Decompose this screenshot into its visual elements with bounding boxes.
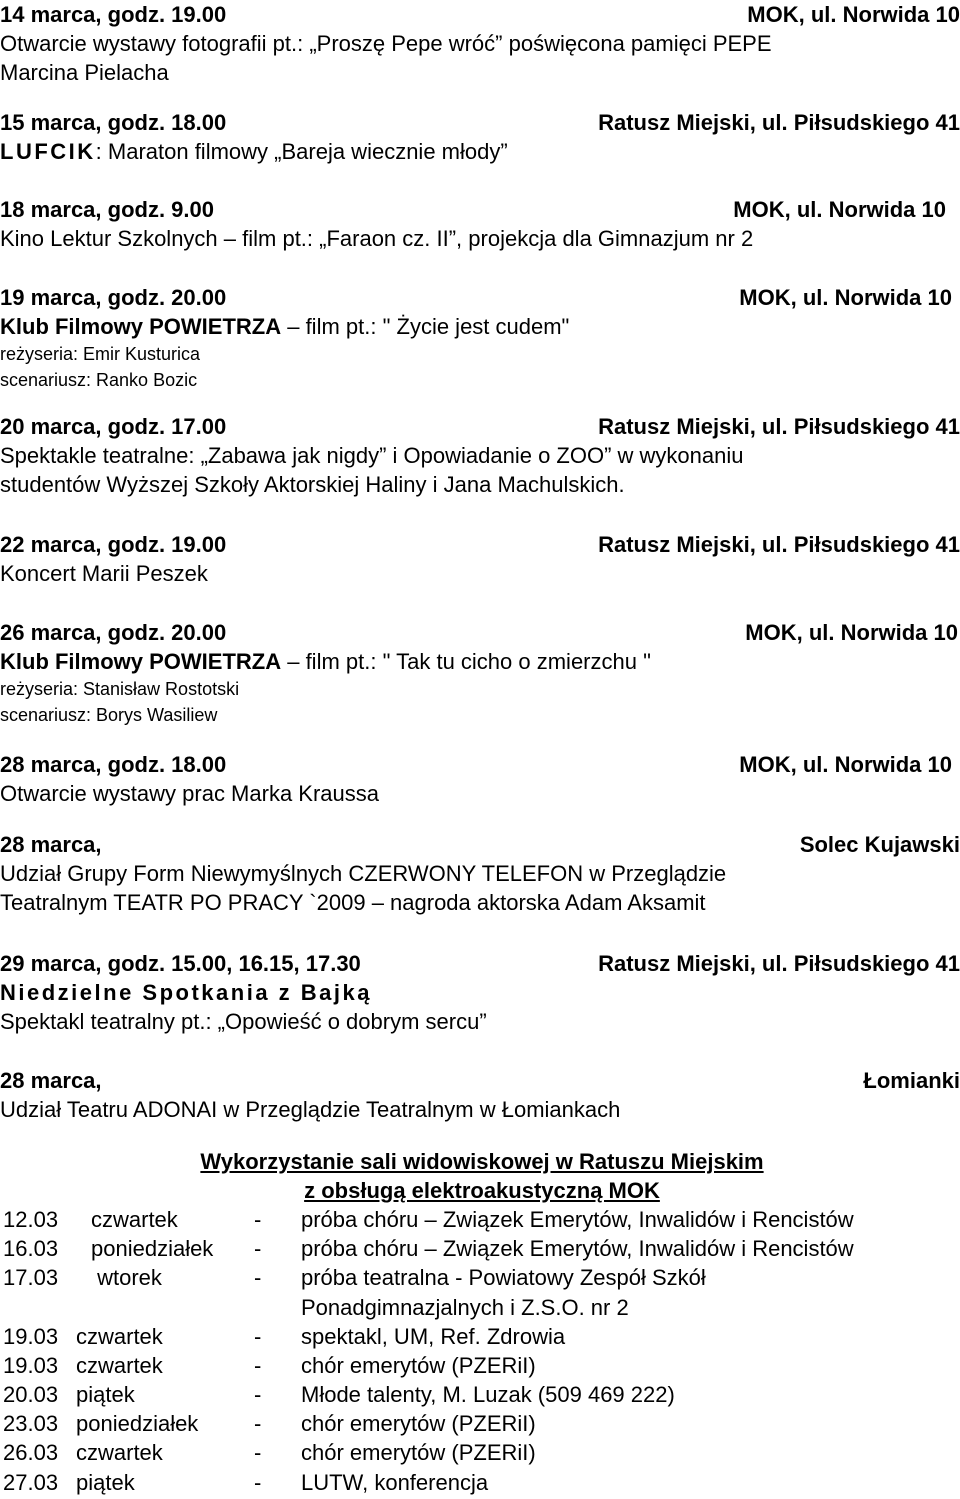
- event-date: 15 marca, godz. 18.00: [0, 110, 227, 135]
- event-description: Udział Grupy Form Niewymyślnych CZERWONY TELEFON w Przeglądzie: [0, 861, 727, 886]
- event-date: 29 marca, godz. 15.00, 16.15, 17.30: [0, 951, 361, 976]
- schedule-dash: -: [254, 1469, 262, 1495]
- schedule-description: próba chóru – Związek Emerytów, Inwalidów i Rencistów: [301, 1207, 854, 1232]
- event-header: [0, 195, 960, 224]
- event-entry: [0, 0, 960, 87]
- schedule-description: LUTW, konferencja: [301, 1469, 489, 1495]
- event-entry: [0, 195, 960, 253]
- schedule-row: [0, 1468, 960, 1497]
- schedule-dash: -: [254, 1352, 262, 1378]
- schedule-row: [0, 1351, 960, 1380]
- schedule-description: chór emerytów (PZERiI): [301, 1411, 536, 1437]
- schedule-day: czwartek: [76, 1323, 163, 1349]
- event-date: 28 marca, godz. 18.00: [0, 752, 227, 777]
- event-venue: Solec Kujawski: [799, 832, 960, 857]
- event-description: [0, 137, 960, 166]
- schedule-day: wtorek: [91, 1265, 162, 1291]
- event-entry: [0, 618, 960, 728]
- schedule-dash: -: [254, 1411, 262, 1437]
- club-name: Klub Filmowy POWIETRZA: [0, 314, 282, 339]
- event-header: [0, 1066, 960, 1095]
- schedule-date: 17.03: [3, 1265, 59, 1291]
- event-description-text: – film pt.: " Życie jest cudem": [281, 314, 570, 339]
- event-header: [0, 0, 960, 29]
- event-title: Niedzielne Spotkania z Bajką: [0, 980, 372, 1005]
- hall-schedule: [0, 1205, 960, 1497]
- schedule-description: próba chóru – Związek Emerytów, Inwalidów i Rencistów: [301, 1236, 854, 1262]
- schedule-row: [0, 1322, 960, 1351]
- schedule-dash: -: [254, 1323, 262, 1349]
- event-header: [0, 949, 960, 978]
- schedule-dash: -: [254, 1265, 262, 1291]
- event-description: Otwarcie wystawy prac Marka Kraussa: [0, 781, 379, 806]
- schedule-description: próba teatralna - Powiatowy Zespół Szkół: [301, 1265, 706, 1291]
- schedule-date: 12.03: [3, 1207, 59, 1232]
- event-venue: Łomianki: [863, 1068, 960, 1093]
- event-description: Marcina Pielacha: [0, 60, 169, 85]
- event-header: [0, 283, 960, 312]
- schedule-row: [0, 1409, 960, 1438]
- schedule-dash: -: [254, 1440, 262, 1466]
- schedule-date: 19.03: [3, 1323, 59, 1349]
- event-description: studentów Wyższej Szkoły Aktorskiej Haliny i Jana Machulskich.: [0, 472, 625, 497]
- schedule-description-continuation: Ponadgimnazjalnych i Z.S.O. nr 2: [301, 1294, 629, 1320]
- event-description: Otwarcie wystawy fotografii pt.: „Proszę Pepe wróć” poświęcona pamięci PEPE: [0, 31, 772, 56]
- event-description-text: : Maraton filmowy „Bareja wiecznie młody”: [95, 139, 508, 164]
- event-date: 19 marca, godz. 20.00: [0, 285, 227, 310]
- event-venue: Ratusz Miejski, ul. Piłsudskiego 41: [598, 532, 960, 557]
- hall-heading-line-2: z obsługą elektroakustyczną MOK: [304, 1178, 660, 1203]
- event-venue: MOK, ul. Norwida 10: [733, 197, 946, 222]
- event-entry: [0, 830, 960, 917]
- event-description: [0, 312, 960, 341]
- schedule-day: piątek: [76, 1469, 135, 1495]
- event-venue: Ratusz Miejski, ul. Piłsudskiego 41: [598, 110, 960, 135]
- event-description: [0, 647, 960, 676]
- event-venue: Ratusz Miejski, ul. Piłsudskiego 41: [598, 414, 960, 439]
- event-description: Teatralnym TEATR PO PRACY `2009 – nagroda aktorska Adam Aksamit: [0, 890, 706, 915]
- event-entry: [0, 283, 960, 393]
- event-description: Kino Lektur Szkolnych – film pt.: „Faraon cz. II”, projekcja dla Gimnazjum nr 2: [0, 226, 754, 251]
- schedule-row: [0, 1263, 960, 1292]
- schedule-row: [0, 1205, 960, 1234]
- event-description: Spektakl teatralny pt.: „Opowieść o dobrym sercu”: [0, 1009, 487, 1034]
- schedule-day: czwartek: [76, 1352, 163, 1378]
- event-date: 14 marca, godz. 19.00: [0, 2, 227, 27]
- schedule-day: czwartek: [76, 1440, 163, 1466]
- event-venue: MOK, ul. Norwida 10: [739, 752, 952, 777]
- schedule-date: 27.03: [3, 1469, 59, 1495]
- event-date: 28 marca,: [0, 832, 102, 857]
- schedule-row: [0, 1438, 960, 1467]
- event-venue: Ratusz Miejski, ul. Piłsudskiego 41: [598, 951, 960, 976]
- club-name: Klub Filmowy POWIETRZA: [0, 649, 282, 674]
- event-description-text: – film pt.: " Tak tu cicho o zmierzchu ": [281, 649, 651, 674]
- event-header: [0, 750, 960, 779]
- schedule-day: piątek: [76, 1381, 135, 1407]
- schedule-dash: -: [254, 1207, 262, 1232]
- event-date: 26 marca, godz. 20.00: [0, 620, 227, 645]
- event-description: Spektakle teatralne: „Zabawa jak nigdy” i Opowiadanie o ZOO” w wykonaniu: [0, 443, 744, 468]
- schedule-description: chór emerytów (PZERiI): [301, 1352, 536, 1378]
- schedule-description: chór emerytów (PZERiI): [301, 1440, 536, 1466]
- schedule-day: czwartek: [91, 1207, 178, 1232]
- event-header: [0, 530, 960, 559]
- schedule-date: 16.03: [3, 1236, 59, 1262]
- schedule-day: poniedziałek: [91, 1236, 214, 1262]
- schedule-date: 23.03: [3, 1411, 59, 1437]
- schedule-description: spektakl, UM, Ref. Zdrowia: [301, 1323, 566, 1349]
- schedule-date: 19.03: [3, 1352, 59, 1378]
- event-lead: LUFCIK: [0, 139, 96, 164]
- schedule-row: [0, 1380, 960, 1409]
- event-description: Koncert Marii Peszek: [0, 561, 208, 586]
- event-description: Udział Teatru ADONAI w Przeglądzie Teatralnym w Łomiankach: [0, 1097, 621, 1122]
- event-date: 18 marca, godz. 9.00: [0, 197, 214, 222]
- event-date: 20 marca, godz. 17.00: [0, 414, 227, 439]
- event-entry: [0, 412, 960, 499]
- event-credit: scenariusz: Ranko Bozic: [0, 370, 198, 390]
- schedule-date: 20.03: [3, 1381, 59, 1407]
- event-venue: MOK, ul. Norwida 10: [747, 2, 960, 27]
- event-entry: [0, 750, 960, 808]
- event-credit: reżyseria: Stanisław Rostotski: [0, 679, 240, 699]
- event-entry: [0, 949, 960, 1036]
- schedule-date: 26.03: [3, 1440, 59, 1466]
- event-venue: MOK, ul. Norwida 10: [739, 285, 952, 310]
- schedule-dash: -: [254, 1236, 262, 1262]
- event-header: [0, 830, 960, 859]
- schedule-dash: -: [254, 1381, 262, 1407]
- event-venue: MOK, ul. Norwida 10: [745, 620, 958, 645]
- event-date: 28 marca,: [0, 1068, 102, 1093]
- event-entry: [0, 108, 960, 166]
- event-credit: scenariusz: Borys Wasiliew: [0, 705, 218, 725]
- event-entry: [0, 1066, 960, 1124]
- hall-heading-line-1: Wykorzystanie sali widowiskowej w Ratuszu Miejskim: [200, 1149, 764, 1174]
- event-credit: reżyseria: Emir Kusturica: [0, 344, 201, 364]
- schedule-row: [0, 1234, 960, 1263]
- schedule-description: Młode talenty, M. Luzak (509 469 222): [301, 1381, 675, 1407]
- event-entry: [0, 530, 960, 588]
- event-header: [0, 618, 960, 647]
- event-header: [0, 108, 960, 137]
- event-date: 22 marca, godz. 19.00: [0, 532, 227, 557]
- event-header: [0, 412, 960, 441]
- schedule-day: poniedziałek: [76, 1411, 199, 1437]
